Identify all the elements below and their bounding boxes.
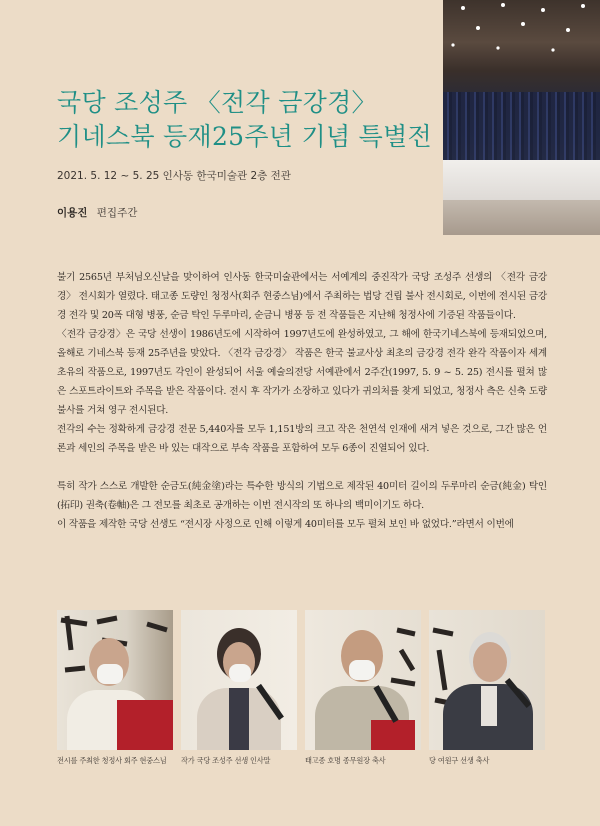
author-role: 편집주간 [96,207,138,219]
caption-4: 당 여원구 선생 축사 [429,756,490,765]
white-cloth [443,160,600,200]
author-name: 이용진 [57,207,88,219]
article-body [57,268,547,534]
byline [57,205,137,220]
caption-1: 전시를 주최한 청정사 회주 현중스님 [57,756,167,765]
ceiling-lights-graphic [443,0,600,60]
title-line-2: 기네스북 등재25주년 기념 특별전 [57,122,433,151]
paragraph-3: 전각의 수는 정확하게 금강경 전문 5,440자를 모두 1,151방의 크고 작은 천연석 인재에 새겨 넣은 것으로, 그간 많은 언론과 세인의 주목을 받은 바 있는 대작으로 부속 작품을 포함하여 모두 6종이 진열되어 있다. [57,424,547,454]
caption-3: 태고종 호명 종무원장 축사 [305,756,386,765]
gallery-floor [443,200,600,235]
paragraph-2: 〈전각 금강경〉은 국당 선생이 1986년도에 시작하여 1997년도에 완성하였고, 그 해에 한국기네스북에 등재되었으며, 올해로 기네스북 등재 25주년을 맞았다. 〈전각 금강경〉 작품은 한국 불교사상 최초의 금강경 전각 완각 작품이자 세계 초유의 작품으로, 1997년도 각인이 완성되어 서울 예술의전당 서예관에서 2주간(1997, 5. 9 ~ 5. 25) 전시를 펼쳐 많은 스포트라이트와 주목을 받은 작품이다. 전시 후 작가가 소장하고 있다가 귀의처를 찾게 되었고, 청정사 측은 신축 도량 불사를 거쳐 영구 전시된다. [57,329,547,416]
photo-host-monk [57,610,173,750]
photo-row [57,610,545,770]
seal-scroll-display [443,92,600,162]
photo-chief-monk [305,610,421,750]
photo-artist [181,610,297,750]
article-title [57,86,437,154]
title-line-1: 국당 조성주 〈전각 금강경〉 [57,88,377,117]
paragraph-1: 불기 2565년 부처님오신날을 맞이하여 인사동 한국미술관에서는 서예계의 중진작가 국당 조성주 선생의 〈전각 금강경〉 전시회가 열렸다. 태고종 도량인 청정사(회주 현중스님)에서 주최하는 법당 건립 불사 전시회로, 이번에 전시된 금강경 전각 및 20폭 대형 병풍, 순금 탁인 두루마리, 순금니 병풍 등 전 작품들은 지난해 청정사에 기증된 작품들이다. [57,272,547,321]
photo-elder [429,610,545,750]
exhibition-hall-photo [443,0,600,235]
caption-2: 작가 국당 조성주 선생 인사말 [181,756,271,765]
event-meta: 2021. 5. 12 ~ 5. 25 인사동 한국미술관 2층 전관 [57,170,291,182]
paragraph-5: 이 작품을 제작한 국당 선생도 “전시장 사정으로 인해 이렇게 40미터를 모두 펼쳐 보인 바 없었다.”라면서 이번에 [57,519,514,530]
paragraph-4: 특히 작가 스스로 개발한 순금도(純金塗)라는 특수한 방식의 기법으로 제작된 40미터 길이의 두루마리 순금(純金) 탁인(拓印) 권축(卷軸)은 그 전모를 최초로 공개하는 이번 전시작의 또 하나의 백미이기도 하다. [57,481,547,511]
